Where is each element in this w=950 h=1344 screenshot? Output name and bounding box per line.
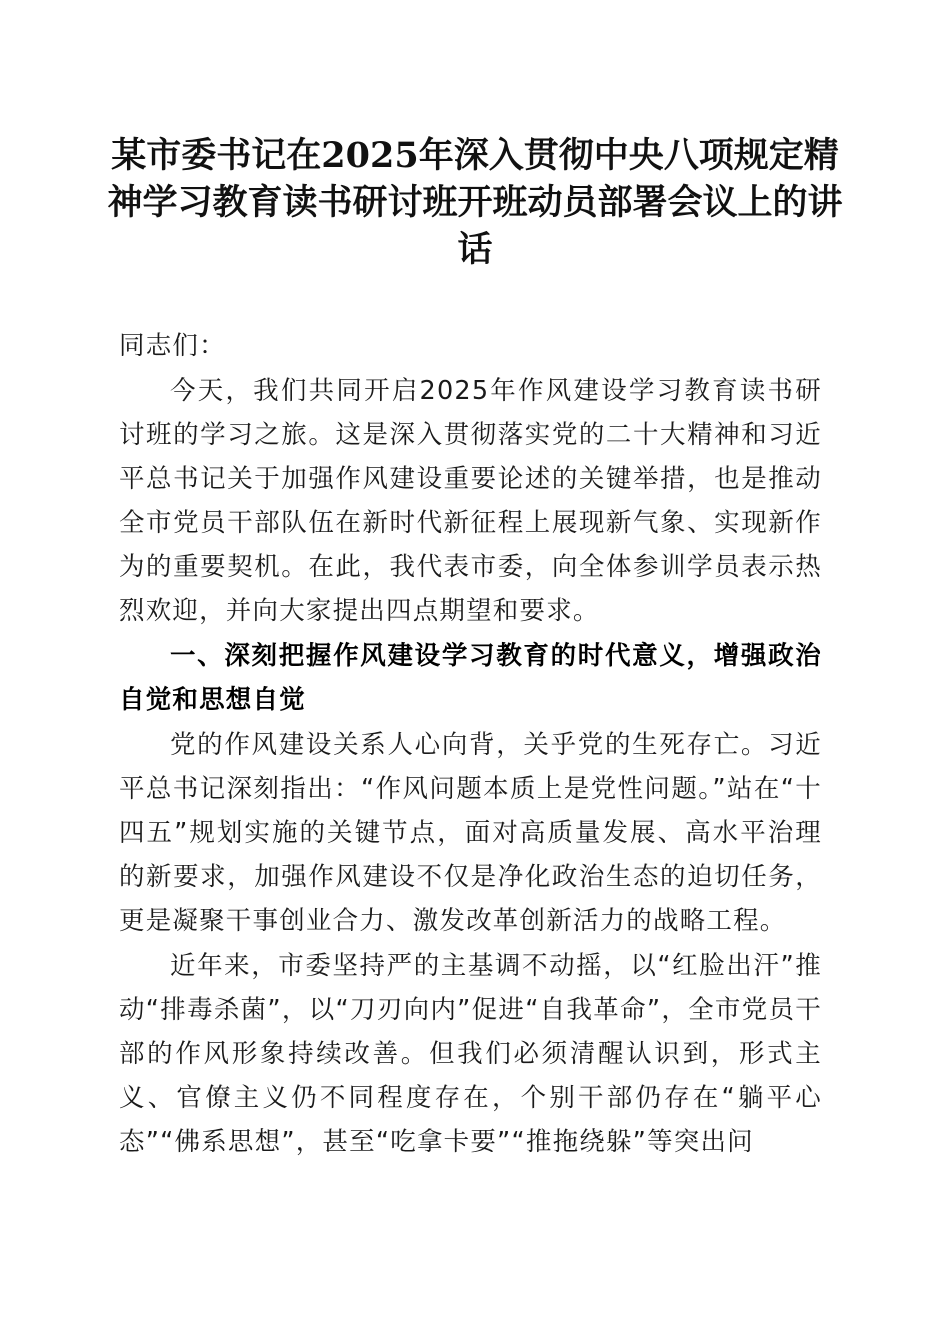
section-heading-1: 一、深刻把握作风建设学习教育的时代意义，增强政治自觉和思想自觉: [119, 641, 822, 715]
document-title: 某市委书记在2025年深入贯彻中央八项规定精神学习教育读书研讨班开班动员部署会议上的讲话: [107, 135, 843, 270]
document-body: [119, 324, 822, 1165]
paragraph-body: 党的作风建设关系人心向背，关乎党的生死存亡。习近平总书记深刻指出：“作风问题本质上是党性问题。”站在“十四五”规划实施的关键节点，面对高质量发展、高水平治理的新要求，加强作风建设不仅是净化政治生态的迫切任务，更是凝聚干事创业合力、激发改革创新活力的战略工程。: [119, 730, 822, 936]
salutation: 同志们：: [119, 331, 226, 361]
paragraph-body: 近年来，市委坚持严的主基调不动摇，以“红脸出汗”推动“排毒杀菌”，以“刀刃向内”促进“自我革命”，全市党员干部的作风形象持续改善。但我们必须清醒认识到，形式主义、官僚主义仍不同程度存在，个别干部仍存在“躺平心态”“佛系思想”，甚至“吃拿卡要”“推拖绕躲”等突出问: [119, 951, 822, 1157]
paragraph-intro: 今天，我们共同开启2025年作风建设学习教育读书研讨班的学习之旅。这是深入贯彻落实党的二十大精神和习近平总书记关于加强作风建设重要论述的关键举措，也是推动全市党员干部队伍在新时代新征程上展现新气象、实现新作为的重要契机。在此，我代表市委，向全体参训学员表示热烈欢迎，并向大家提出四点期望和要求。: [119, 376, 822, 626]
